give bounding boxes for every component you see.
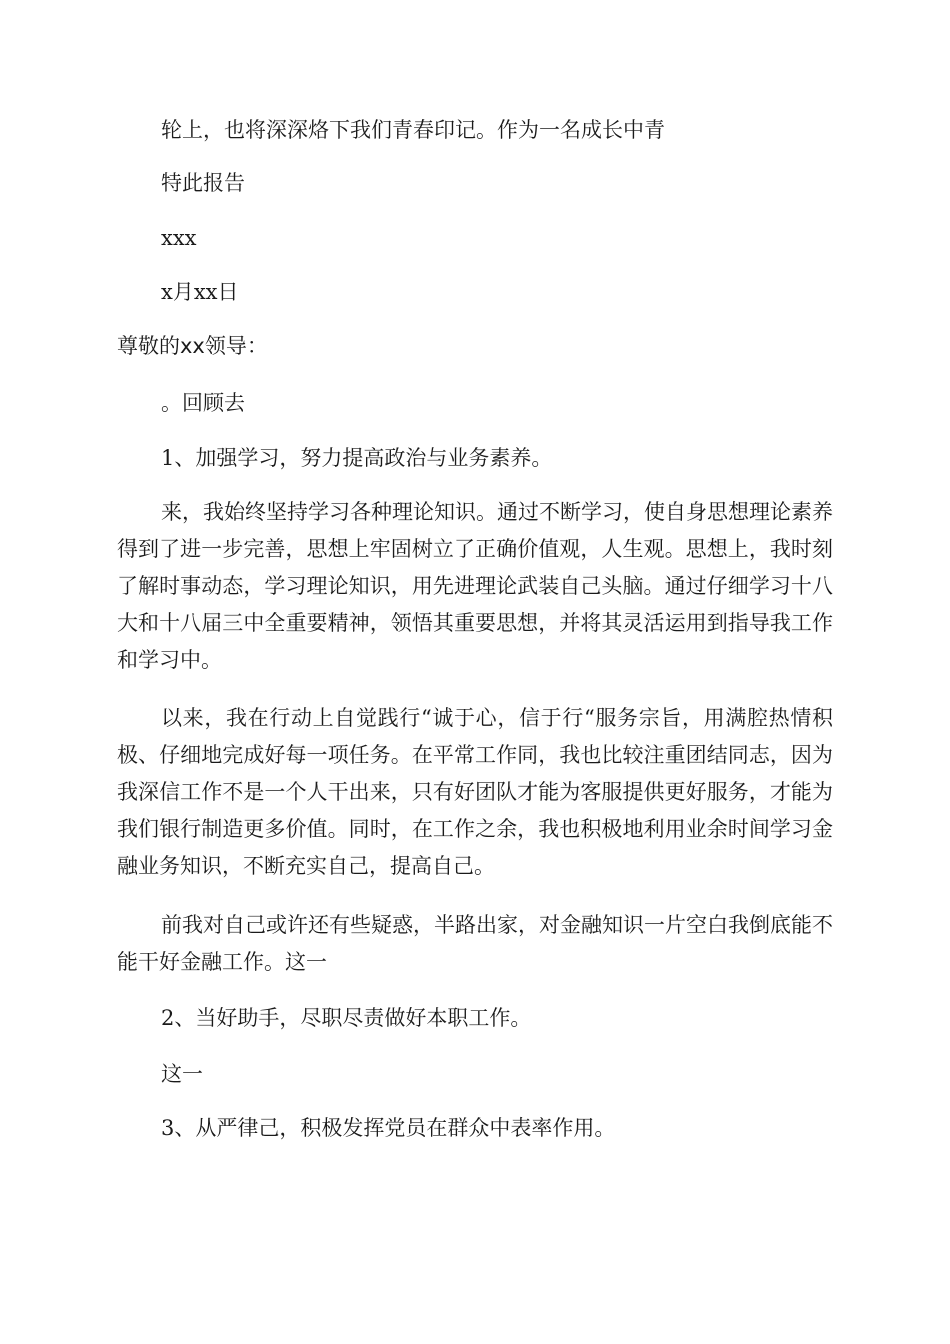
paragraph-study: 来，我始终坚持学习各种理论知识。通过不断学习，使自身思想理论素养得到了进一步完善，思想上牢固树立了正确价值观，人生观。思想上，我时刻了解时事动态，学习理论知识，用先进理论武装自己头脑。通过仔细学习十八大和十八届三中全重要精神，领悟其重要思想，并将其灵活运用到指导我工作和学习中。 <box>117 500 833 672</box>
review-line: 。回顾去 <box>161 391 245 415</box>
closing-line: 特此报告 <box>161 171 245 195</box>
greeting-name: xx <box>180 334 205 358</box>
greeting-line <box>117 328 268 365</box>
greeting-prefix: 尊敬的 <box>117 334 180 358</box>
text-line-continuation: 轮上，也将深深烙下我们青春印记。作为一名成长中青 <box>161 118 665 142</box>
heading-item-2: 2、当好助手，尽职尽责做好本职工作。 <box>161 1006 532 1030</box>
paragraph-doubt: 前我对自己或许还有些疑惑，半路出家，对金融知识一片空白我倒底能不能干好金融工作。这一 <box>117 913 833 974</box>
greeting-suffix: 领导： <box>204 334 268 358</box>
paragraph-practice: 以来，我在行动上自觉践行“诚于心，信于行“服务宗旨，用满腔热情积极、仔细地完成好每一项任务。在平常工作同，我也比较注重团结同志，因为我深信工作不是一个人干出来，只有好团队才能为客服提供更好服务，才能为我们银行制造更多价值。同时，在工作之余，我也积极地利用业余时间学习金融业务知识，不断充实自己，提高自己。 <box>117 706 833 878</box>
heading-item-1: 1、加强学习，努力提高政治与业务素养。 <box>161 446 553 470</box>
heading-item-3: 3、从严律己，积极发挥党员在群众中表率作用。 <box>161 1116 616 1140</box>
short-line: 这一 <box>161 1062 203 1086</box>
date-line: x月xx日 <box>161 280 239 304</box>
signature-line: xxx <box>161 226 197 250</box>
